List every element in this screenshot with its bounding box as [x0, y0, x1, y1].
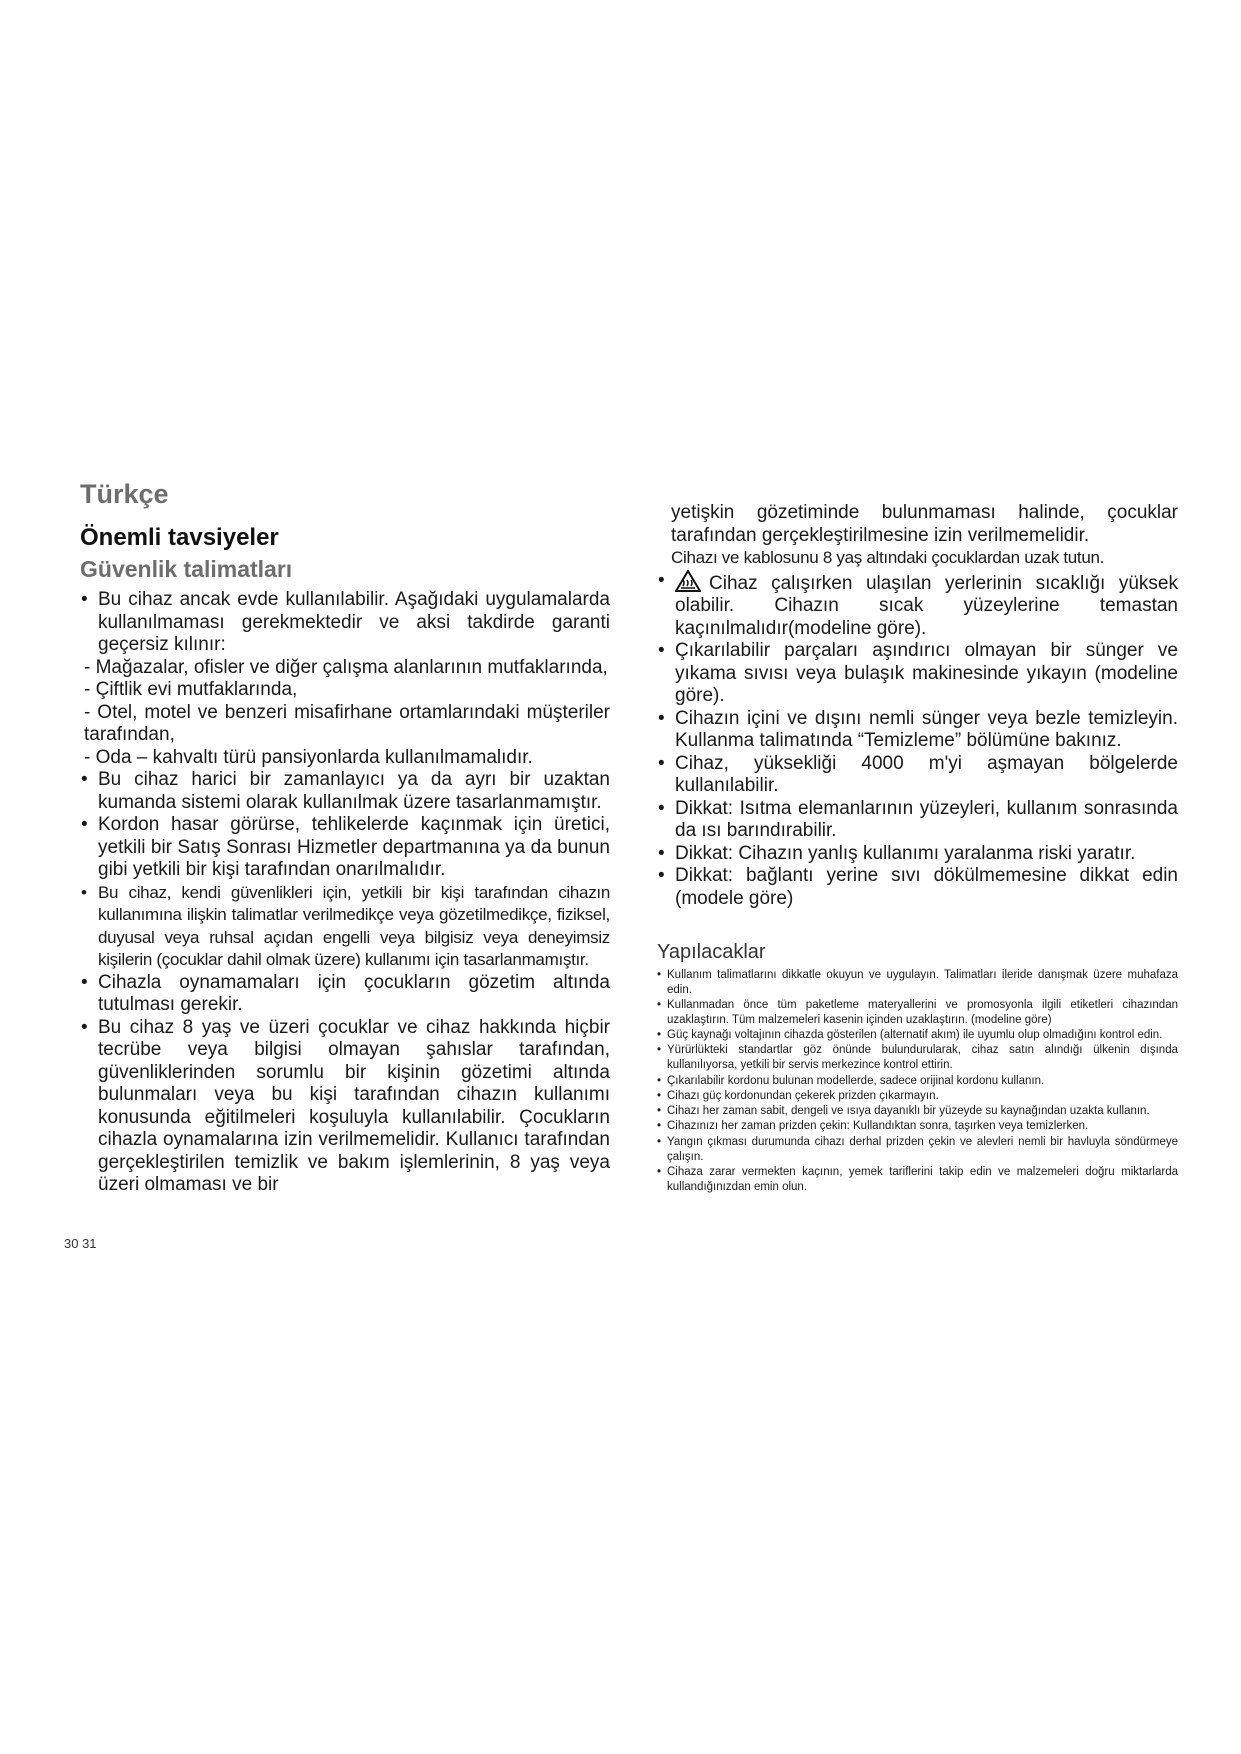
safety-subitem-farmhouse: - Çiftlik evi mutfaklarında, — [84, 679, 298, 700]
safety-item-children-play: • Cihazla oynamamaları için çocukların gözetim altında tutulması gerekir. — [80, 972, 610, 1017]
safety-item-removable-parts: • Çıkarılabilir parçaları aşındırıcı olmayan bir sünger ve yıkama sıvısı veya bulaşık makinesinde yıkayın (modeline göre). — [657, 640, 1178, 708]
safety-item-timer: • Bu cihaz harici bir zamanlayıcı ya da ayrı bir uzaktan kumanda sistemi olarak kullanılmak üzere tasarlanmamıştır. — [80, 769, 610, 814]
todo-item: • Kullanmadan önce tüm paketleme materyallerini ve promosyonla ilgili etiketleri cihazından uzaklaştırın. Tüm malzemeleri kasenin içinden uzaklaştırın. (modeline göre) — [657, 998, 1178, 1028]
safety-item-liquid: • Dikkat: bağlantı yerine sıvı dökülmemesine dikkat edin (modele göre) — [657, 865, 1178, 910]
safety-item-disabled-persons: • Bu cihaz, kendi güvenlikleri için, yetkili bir kişi tarafından cihazın kullanımına ilişkin talimatlar verilmedikçe veya gözetilmedikçe, fiziksel, duyusal veya ruhsal açıdan engelli veya bilgisiz veya deneyimsiz kişilerin (çocuklar dahil olmak üzere) kullanımı için tasarlanmamıştır. — [80, 882, 610, 972]
todo-item: • Çıkarılabilir kordonu bulunan modellerde, sadece orijinal kordonu kullanın. — [657, 1074, 1178, 1089]
safety-item-altitude: • Cihaz, yüksekliği 4000 m'yi aşmayan bölgelerde kullanılabilir. — [657, 753, 1178, 798]
todo-item: • Yangın çıkması durumunda cihazı derhal prizden çekin ve alevleri nemli bir havluyla söndürmeye çalışın. — [657, 1135, 1178, 1165]
todo-item: • Cihazı güç kordonundan çekerek prizden çıkarmayın. — [657, 1089, 1178, 1104]
todo-heading: Yapılacaklar — [657, 941, 766, 963]
safety-item-home-use: • Bu cihaz ancak evde kullanılabilir. Aşağıdaki uygulamalarda kullanılmaması gerekmektedir ve aksi takdirde garanti geçersiz kılınır: — [80, 589, 610, 657]
safety-item-misuse: • Dikkat: Cihazın yanlış kullanımı yaralanma riski yaratır. — [657, 843, 1178, 866]
todo-item: • Cihazınızı her zaman prizden çekin: Kullandıktan sonra, taşırken veya temizlerken. — [657, 1119, 1178, 1134]
safety-item-keep-away: Cihazı ve kablosunu 8 yaş altındaki çocuklardan uzak tutun. — [671, 548, 1105, 567]
safety-subitem-shops: - Mağazalar, ofisler ve diğer çalışma alanlarının mutfaklarında, — [84, 656, 608, 678]
safety-item-cord: • Kordon hasar görürse, tehlikelerde kaçınmak için üretici, yetkili bir Satış Sonrası Hizmetler departmanına ya da bunun gibi yetkili bir kişi tarafından onarılmalıdır. — [80, 814, 610, 882]
safety-subitem-bnb: - Oda – kahvaltı türü pansiyonlarda kullanılmamalıdır. — [84, 746, 533, 768]
todo-item: • Güç kaynağı voltajının cihazda gösterilen (alternatif akım) ile uyumlu olup olmadığını kontrol edin. — [657, 1028, 1178, 1043]
safety-item-clean: • Cihazın içini ve dışını nemli sünger veya bezle temizleyin. Kullanma talimatında “Temizleme” bölümüne bakınız. — [657, 708, 1178, 753]
right-column — [657, 502, 1178, 1195]
safety-subitem-hotel: - Otel, motel ve benzeri misafirhane ortamlarındaki müşteriler tarafından, — [84, 701, 610, 745]
todo-list — [657, 968, 1178, 1194]
safety-item-children-8-continued: yetişkin gözetiminde bulunmaması halinde, çocuklar tarafından gerçekleştirilmesine izin verilmemelidir. — [671, 502, 1178, 546]
section-heading: Önemli tavsiyeler — [80, 524, 279, 551]
safety-list-continued — [657, 502, 1178, 910]
left-column — [80, 478, 610, 1197]
page-number: 30 31 — [64, 1236, 97, 1251]
todo-item: • Kullanım talimatlarını dikkatle okuyun ve uygulayın. Talimatları ileride danışmak üzere muhafaza edin. — [657, 968, 1178, 998]
hot-surface-warning-icon — [675, 570, 701, 592]
safety-item-children-8: • Bu cihaz 8 yaş ve üzeri çocuklar ve cihaz hakkında hiçbir tecrübe veya bilgisi olmayan şahıslar tarafından, güvenliklerinden sorumlu bir kişinin gözetimi altında bulunmaları veya bu kişi tarafından cihazın kullanımı konusunda eğitilmeleri koşuluyla kullanılabilir. Çocukların cihazla oynamalarına izin verilmemelidir. Kullanıcı tarafından gerçekleştirilen temizlik ve bakım işlemlerinin, 8 yaş veya üzeri olmaması ve bir — [80, 1017, 610, 1197]
todo-item: • Cihaza zarar vermekten kaçının, yemek tariflerini takip edin ve malzemeleri doğru miktarlarda kullandığınızdan emin olun. — [657, 1165, 1178, 1195]
todo-item: • Cihazı her zaman sabit, dengeli ve ısıya dayanıklı bir yüzeyde su kaynağından uzakta kullanın. — [657, 1104, 1178, 1119]
safety-list — [80, 589, 610, 1197]
todo-item: • Yürürlükteki standartlar göz önünde bulundurularak, cihaz satın alındığı ülkenin dışında kullanılıyorsa, yetkili bir servis merkezince kontrol ettirin. — [657, 1043, 1178, 1073]
language-title: Türkçe — [80, 479, 169, 509]
hot-surface-text: Cihaz çalışırken ulaşılan yerlerinin sıcaklığı yüksek olabilir. Cihazın sıcak yüzeylerine temastan kaçınılmalıdır(modeline göre). — [675, 572, 1178, 639]
safety-item-heating-elements: • Dikkat: Isıtma elemanlarının yüzeyleri, kullanım sonrasında da ısı barındırabilir. — [657, 798, 1178, 843]
section-subheading: Güvenlik talimatları — [80, 556, 293, 582]
safety-item-hot-surface — [657, 570, 1178, 641]
